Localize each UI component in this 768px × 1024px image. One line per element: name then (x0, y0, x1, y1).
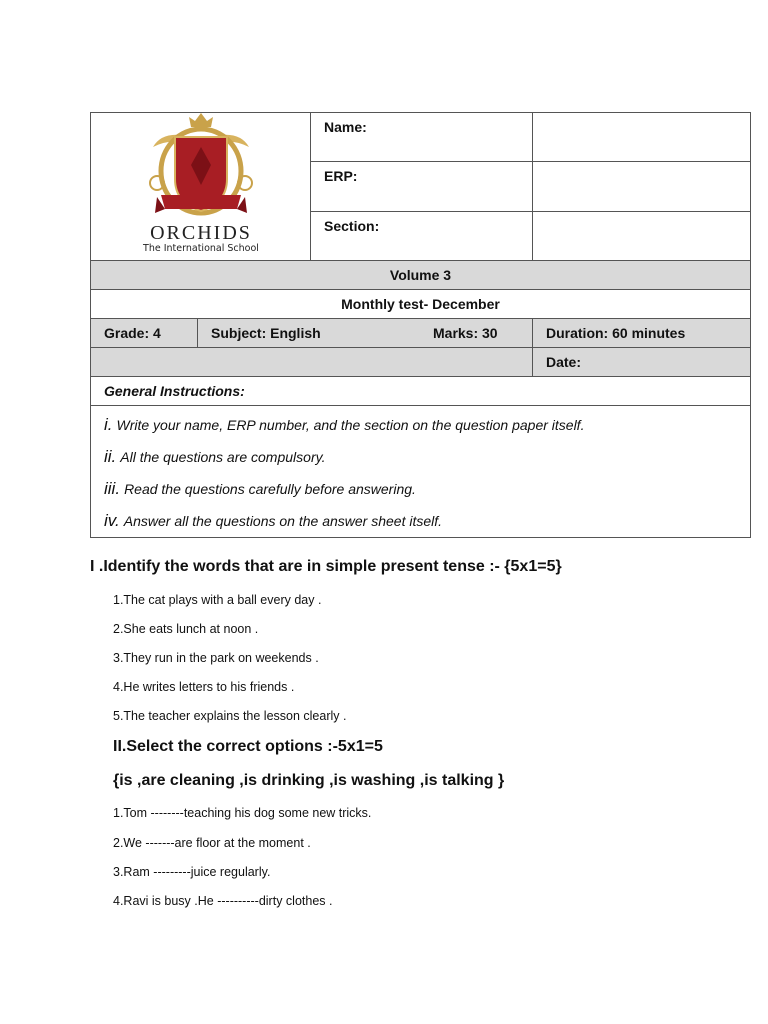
logo-name: ORCHIDS (150, 222, 252, 244)
marks-text: Marks: 30 (433, 325, 498, 341)
list-item: 4.He writes letters to his friends . (113, 680, 295, 694)
logo-cell (91, 113, 311, 261)
erp-field[interactable] (533, 162, 751, 211)
instruction-item: iv. Answer all the questions on the answer sheet itself. (104, 511, 443, 530)
instruction-item: ii. All the questions are compulsory. (104, 447, 326, 466)
instruction-item: iii. Read the questions carefully before answering. (104, 479, 416, 498)
name-label: Name: (311, 113, 533, 162)
date-cell: Date: (533, 348, 751, 377)
blank-gray-cell (91, 348, 533, 377)
list-item: 4.Ravi is busy .He ----------dirty clothes . (113, 894, 333, 908)
section-field[interactable] (533, 211, 751, 260)
list-item: 3.Ram ---------juice regularly. (113, 865, 271, 879)
grade-cell: Grade: 4 (91, 319, 198, 348)
section2-options: {is ,are cleaning ,is drinking ,is washing ,is talking } (113, 772, 505, 789)
section-label: Section: (311, 211, 533, 260)
section2-heading: II.Select the correct options :-5x1=5 (113, 738, 383, 755)
school-crest-logo (91, 113, 311, 257)
instruction-item: i. Write your name, ERP number, and the section on the question paper itself. (104, 415, 585, 434)
list-item: 3.They run in the park on weekends . (113, 651, 319, 665)
list-item: 1.The cat plays with a ball every day . (113, 593, 322, 607)
list-item: 2.We -------are floor at the moment . (113, 836, 311, 850)
test-title: Monthly test- December (91, 290, 751, 319)
instructions-heading: General Instructions: (91, 377, 751, 406)
list-item: 1.Tom --------teaching his dog some new tricks. (113, 806, 372, 820)
logo-tagline: The International School (143, 243, 259, 254)
volume-title: Volume 3 (91, 261, 751, 290)
list-item: 2.She eats lunch at noon . (113, 622, 259, 636)
name-field[interactable] (533, 113, 751, 162)
list-item: 5.The teacher explains the lesson clearly . (113, 709, 347, 723)
duration-cell: Duration: 60 minutes (533, 319, 751, 348)
erp-label: ERP: (311, 162, 533, 211)
instructions-list (91, 406, 751, 538)
section1-heading: I .Identify the words that are in simple present tense :- {5x1=5} (90, 558, 562, 575)
header-table (90, 112, 751, 538)
subject-cell (198, 319, 533, 348)
subject-text: Subject: English (211, 325, 321, 341)
